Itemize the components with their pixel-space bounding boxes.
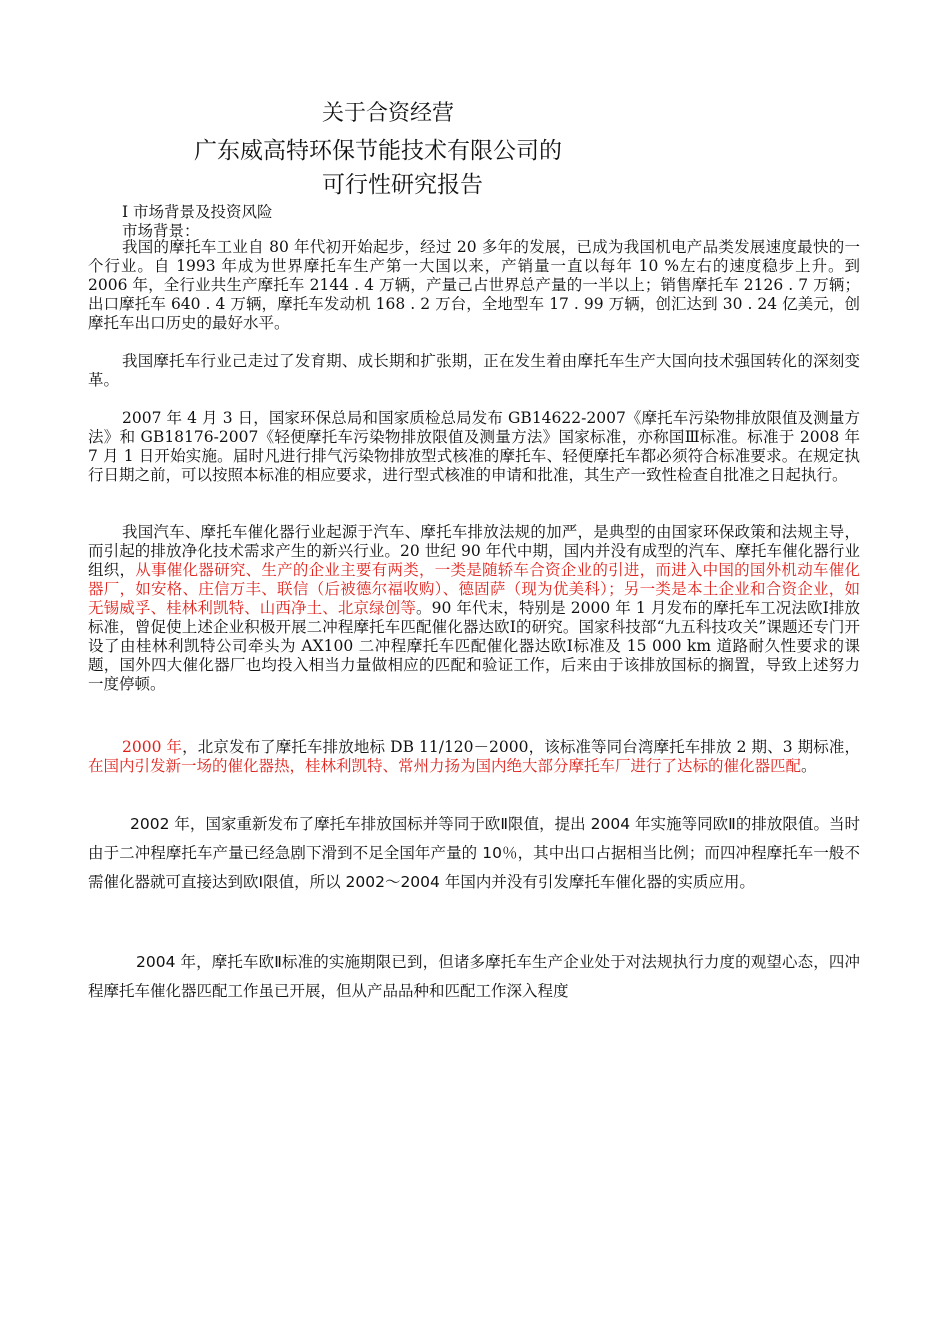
section-subheading: 市场背景： xyxy=(122,222,200,240)
paragraph-5 xyxy=(88,738,860,776)
paragraph-5-text-b: ，北京发布了摩托车排放地标 DB 11/120－2000，该标准等同台湾摩托车排放 2 期、3 期标准， xyxy=(182,738,861,756)
paragraph-4-text-c: 。90 年代末，特别是 2000 年 1 月发布的摩托车工况法欧Ⅰ排放标准，曾促使上述企业积极开展二冲程摩托车匹配催化器达欧Ⅰ的研究。国家科技部“九五科技攻关”课题还专门开设了由桂林利凯特公司牵头为 AX100 二冲程摩托车匹配催化器达欧Ⅰ标准及 15 000 km 道路耐久性要求的课题，国外四大催化器厂也均投入相当力量做相应的匹配和验证工作，后来由于该排放国标的搁置，导致上述努力一度停顿。 xyxy=(88,599,860,693)
paragraph-4-highlight: 从事催化器研究、生产的企业主要有两类，一类是随轿车合资企业的引进，而进入中国的国外机动车催化器厂，如安格、庄信万丰、联信（后被德尔福收购）、德固萨（现为优美科）；另一类是本土企业和合资企业，如无锡威孚、桂林利凯特、山西净土、北京绿创等 xyxy=(88,561,860,617)
paragraph-5-text-d: 。 xyxy=(801,757,817,775)
paragraph-1: 我国的摩托车工业自 80 年代初开始起步，经过 20 多年的发展，已成为我国机电产品类发展速度最快的一个行业。自 1993 年成为世界摩托车生产第一大国以来，产销量一直以每年 10 %左右的速度稳步上升。到 2006 年，全行业共生产摩托车 2144 . 4 万辆，产量己占世界总产量的一半以上；销售摩托车 2126 . 7 万辆；出口摩托车 640 . 4 万辆，摩托车发动机 168 . 2 万台，全地型车 17 . 99 万辆，创汇达到 30 . 24 亿美元，创摩托车出口历史的最好水平。 xyxy=(88,238,860,332)
paragraph-7: 2004 年，摩托车欧Ⅱ标准的实施期限已到，但诸多摩托车生产企业处于对法规执行力度的观望心态，四冲程摩托车催化器匹配工作虽已开展，但从产品品种和匹配工作深入程度 xyxy=(88,953,860,1000)
paragraph-2: 我国摩托车行业己走过了发育期、成长期和扩张期，正在发生着由摩托车生产大国向技术强国转化的深刻变革。 xyxy=(88,352,860,389)
section-heading: I 市场背景及投资风险 xyxy=(122,203,273,221)
paragraph-4-text-a: 我国汽车、摩托车催化器行业起源于汽车、摩托车排放法规的加严，是典型的由国家环保政策和法规主导，而引起的排放净化技术需求产生的新兴行业。20 世纪 90 年代中期，国内并没有成型的汽车、摩托车催化器行业组织， xyxy=(88,523,860,579)
title-line-1: 关于合资经营 xyxy=(322,101,455,126)
paragraph-3: 2007 年 4 月 3 日，国家环保总局和国家质检总局发布 GB14622-2007《摩托车污染物排放限值及测量方法》和 GB18176-2007《轻便摩托车污染物排放限值及测量方法》国家标准，亦称国Ⅲ标准。标准于 2008 年 7 月 1 日开始实施。届时凡进行排气污染物排放型式核准的摩托车、轻便摩托车都必须符合标准要求。在规定执行日期之前，可以按照本标准的相应要求，进行型式核准的申请和批准，其生产一致性检查自批准之日起执行。 xyxy=(88,409,860,484)
paragraph-5-highlight-year: 2000 年 xyxy=(122,738,183,756)
title-line-2: 广东威高特环保节能技术有限公司的 xyxy=(194,138,562,164)
title-line-3: 可行性研究报告 xyxy=(322,172,483,198)
paragraph-6: 2002 年，国家重新发布了摩托车排放国标并等同于欧Ⅱ限值，提出 2004 年实施等同欧Ⅱ的排放限值。当时由于二冲程摩托车产量已经急剧下滑到不足全国年产量的 10％，其中出口占据相当比例；而四冲程摩托车一般不需催化器就可直接达到欧Ⅰ限值，所以 2002～2004 年国内并没有引发摩托车催化器的实质应用。 xyxy=(88,815,860,891)
paragraph-5-highlight: 在国内引发新一场的催化器热，桂林利凯特、常州力扬为国内绝大部分摩托车厂进行了达标的催化器匹配 xyxy=(88,757,802,775)
paragraph-4 xyxy=(88,523,860,694)
